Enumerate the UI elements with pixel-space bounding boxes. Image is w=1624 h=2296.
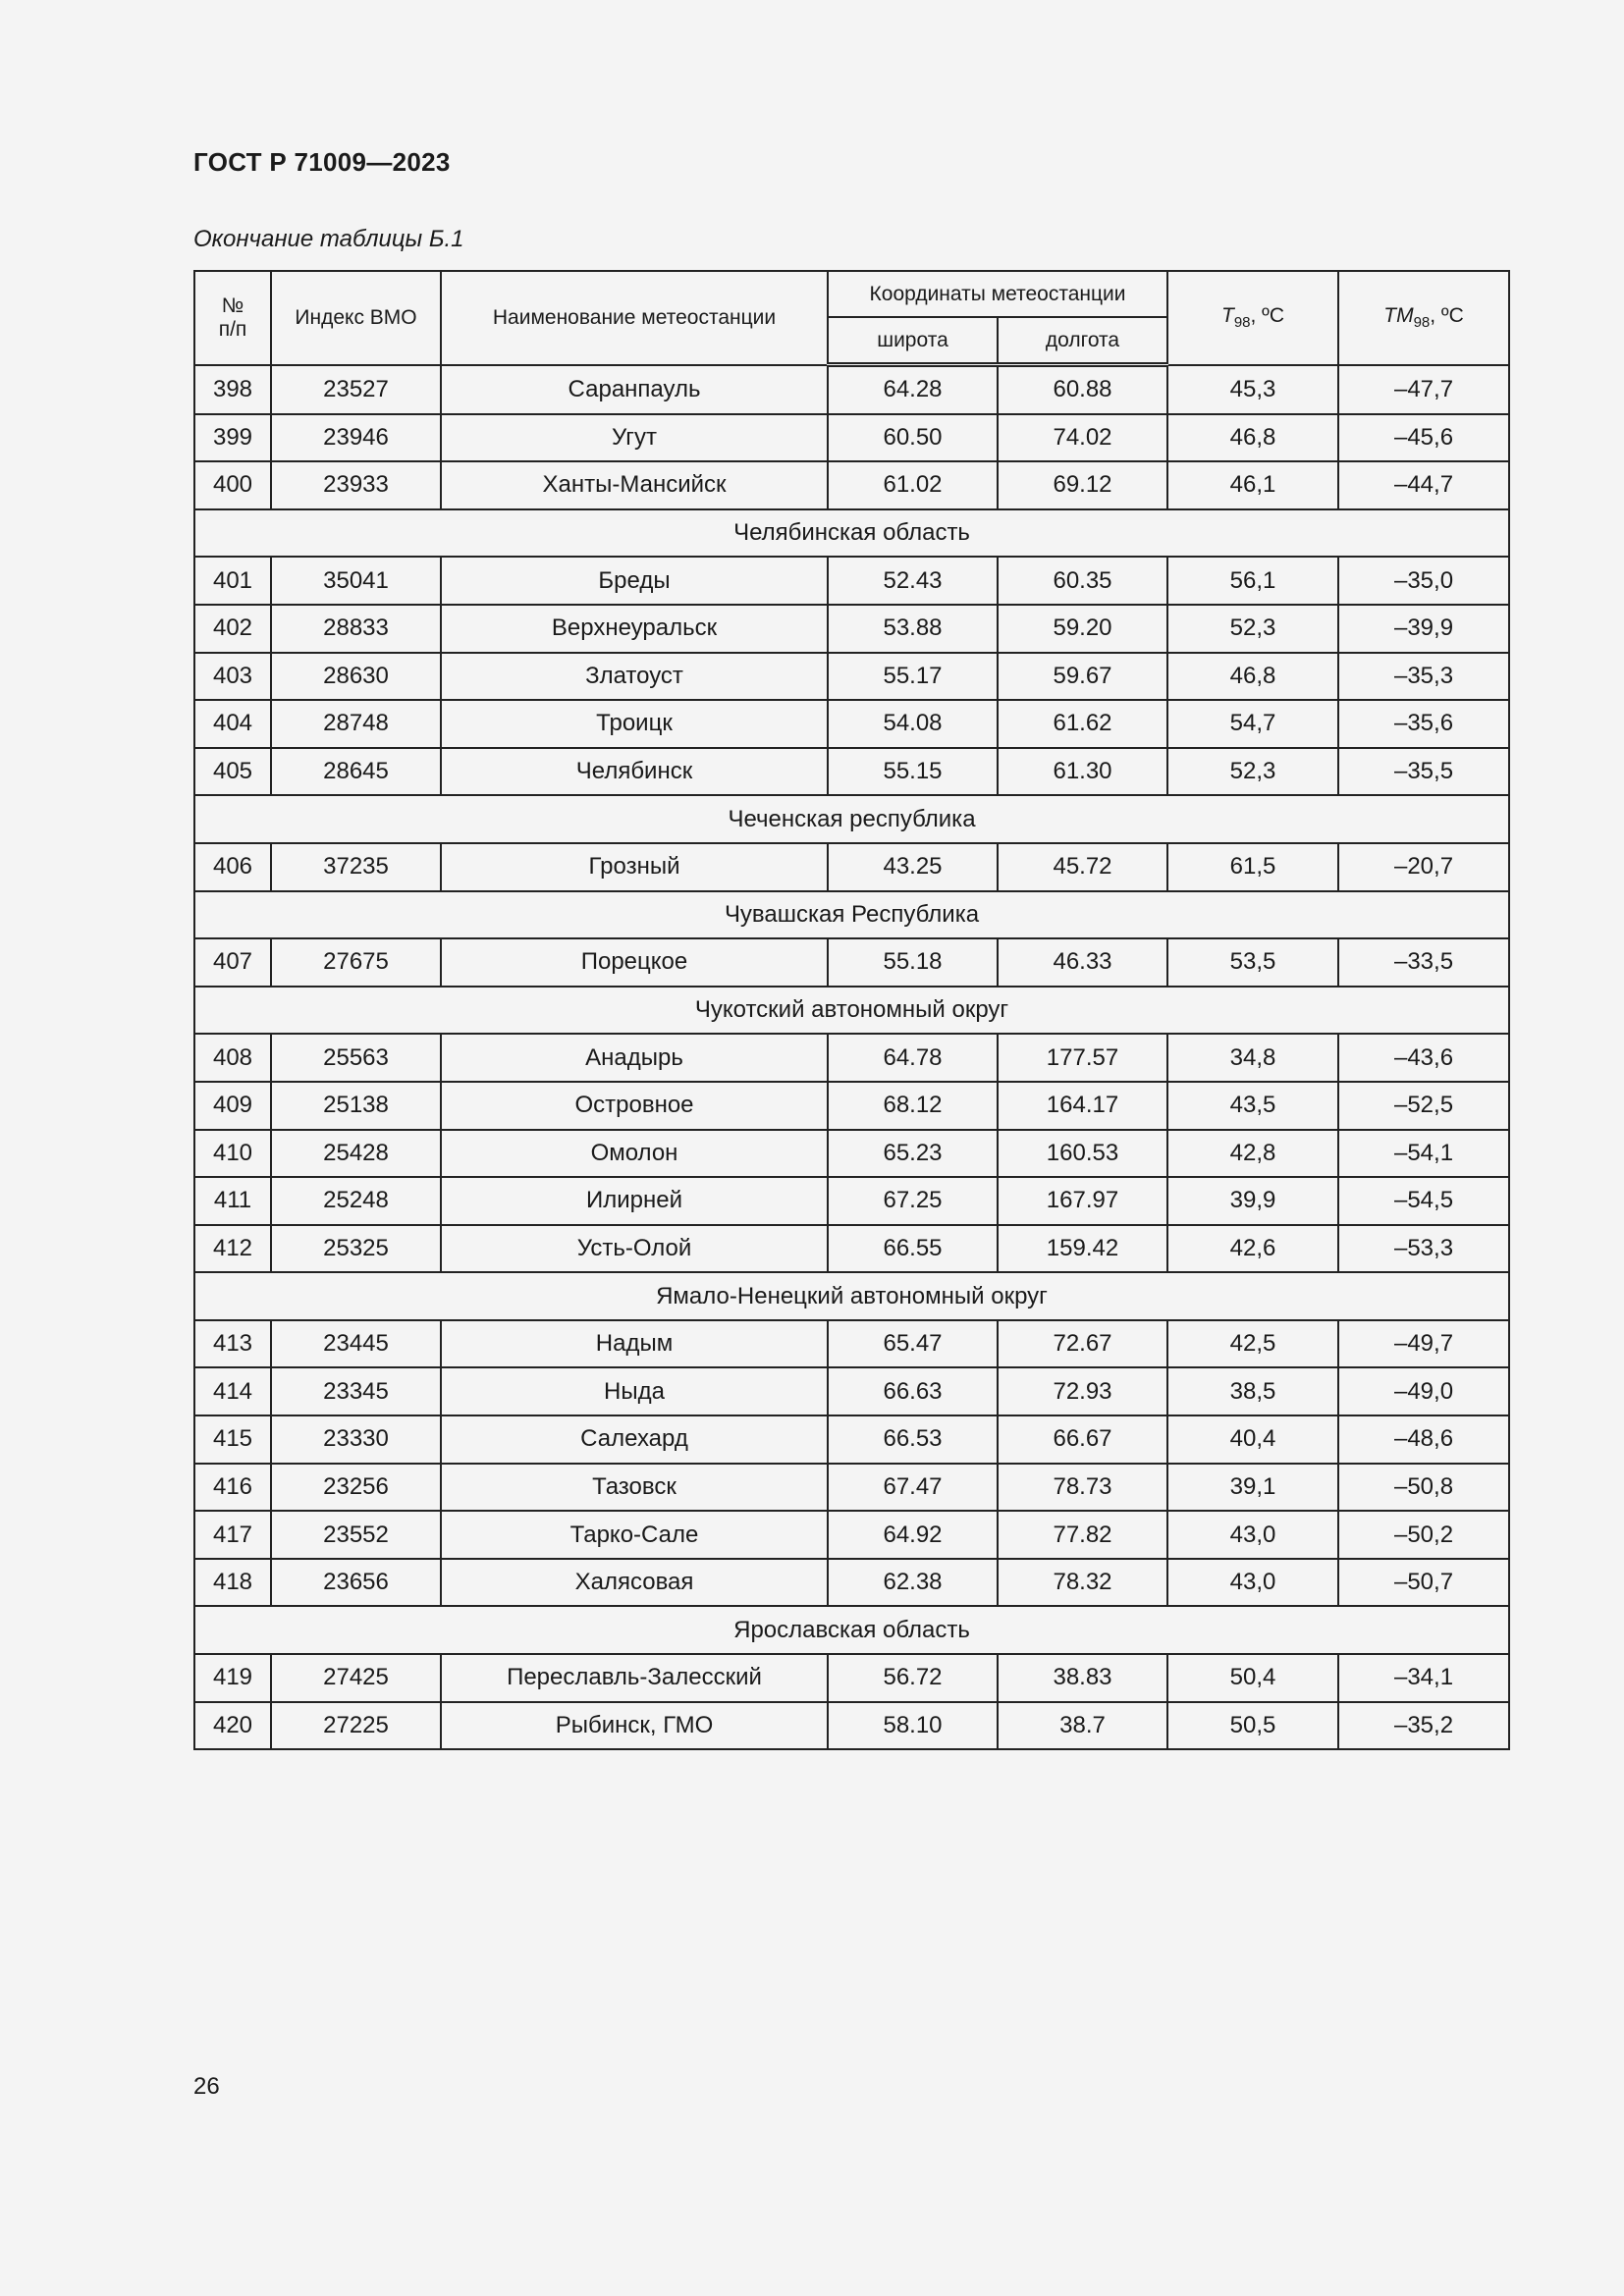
table-row [194, 1320, 1509, 1368]
cell-longitude: 61.30 [998, 748, 1167, 796]
cell-num: 398 [194, 365, 271, 414]
cell-tm98: –35,3 [1338, 653, 1509, 701]
cell-tm98: –45,6 [1338, 414, 1509, 462]
header-t98-unit: , ºС [1250, 304, 1285, 328]
table-row [194, 1225, 1509, 1273]
cell-station-name: Челябинск [441, 748, 828, 796]
table-row [194, 1511, 1509, 1559]
cell-wmo-index: 23345 [271, 1367, 441, 1415]
table-row [194, 1654, 1509, 1702]
cell-tm98: –34,1 [1338, 1654, 1509, 1702]
cell-tm98: –47,7 [1338, 365, 1509, 414]
cell-latitude: 62.38 [828, 1559, 998, 1607]
cell-longitude: 177.57 [998, 1034, 1167, 1082]
cell-t98: 43,5 [1167, 1082, 1338, 1130]
table-row [194, 461, 1509, 509]
cell-longitude: 60.35 [998, 557, 1167, 605]
cell-wmo-index: 25248 [271, 1177, 441, 1225]
cell-tm98: –50,7 [1338, 1559, 1509, 1607]
cell-num: 404 [194, 700, 271, 748]
cell-tm98: –35,0 [1338, 557, 1509, 605]
cell-latitude: 64.92 [828, 1511, 998, 1559]
cell-t98: 42,8 [1167, 1130, 1338, 1178]
cell-num: 420 [194, 1702, 271, 1750]
table-row [194, 1367, 1509, 1415]
cell-tm98: –54,5 [1338, 1177, 1509, 1225]
cell-latitude: 66.53 [828, 1415, 998, 1464]
cell-longitude: 164.17 [998, 1082, 1167, 1130]
header-num [194, 271, 271, 365]
cell-station-name: Ныда [441, 1367, 828, 1415]
cell-t98: 42,5 [1167, 1320, 1338, 1368]
cell-wmo-index: 25138 [271, 1082, 441, 1130]
cell-wmo-index: 27425 [271, 1654, 441, 1702]
cell-latitude: 43.25 [828, 843, 998, 891]
cell-num: 403 [194, 653, 271, 701]
table-row [194, 843, 1509, 891]
table-row [194, 653, 1509, 701]
cell-latitude: 61.02 [828, 461, 998, 509]
cell-wmo-index: 23256 [271, 1464, 441, 1512]
cell-longitude: 45.72 [998, 843, 1167, 891]
cell-station-name: Анадырь [441, 1034, 828, 1082]
cell-longitude: 78.32 [998, 1559, 1167, 1607]
cell-wmo-index: 25563 [271, 1034, 441, 1082]
cell-tm98: –50,8 [1338, 1464, 1509, 1512]
cell-wmo-index: 27225 [271, 1702, 441, 1750]
cell-t98: 56,1 [1167, 557, 1338, 605]
region-row [194, 795, 1509, 843]
table-body [194, 365, 1509, 1750]
cell-longitude: 78.73 [998, 1464, 1167, 1512]
cell-t98: 46,8 [1167, 414, 1338, 462]
cell-longitude: 69.12 [998, 461, 1167, 509]
cell-longitude: 38.83 [998, 1654, 1167, 1702]
cell-station-name: Усть-Олой [441, 1225, 828, 1273]
cell-num: 400 [194, 461, 271, 509]
cell-num: 413 [194, 1320, 271, 1368]
table-row [194, 1559, 1509, 1607]
table-row [194, 1034, 1509, 1082]
header-row-top [194, 271, 1509, 317]
header-t98 [1167, 271, 1338, 365]
cell-longitude: 38.7 [998, 1702, 1167, 1750]
stations-table [193, 270, 1510, 1750]
cell-latitude: 67.25 [828, 1177, 998, 1225]
table-row [194, 1415, 1509, 1464]
cell-t98: 46,1 [1167, 461, 1338, 509]
cell-num: 410 [194, 1130, 271, 1178]
cell-station-name: Златоуст [441, 653, 828, 701]
cell-tm98: –35,6 [1338, 700, 1509, 748]
cell-longitude: 167.97 [998, 1177, 1167, 1225]
table-row [194, 1702, 1509, 1750]
cell-wmo-index: 35041 [271, 557, 441, 605]
cell-longitude: 159.42 [998, 1225, 1167, 1273]
cell-wmo-index: 28833 [271, 605, 441, 653]
cell-latitude: 64.28 [828, 365, 998, 414]
cell-wmo-index: 28645 [271, 748, 441, 796]
cell-tm98: –44,7 [1338, 461, 1509, 509]
cell-station-name: Порецкое [441, 938, 828, 987]
cell-station-name: Ханты-Мансийск [441, 461, 828, 509]
table-row [194, 605, 1509, 653]
region-name: Ямало-Ненецкий автономный округ [194, 1272, 1509, 1320]
header-num-line1: № [221, 294, 244, 317]
region-name: Чувашская Республика [194, 891, 1509, 939]
cell-station-name: Бреды [441, 557, 828, 605]
cell-num: 409 [194, 1082, 271, 1130]
cell-latitude: 53.88 [828, 605, 998, 653]
cell-num: 407 [194, 938, 271, 987]
cell-latitude: 55.18 [828, 938, 998, 987]
cell-latitude: 58.10 [828, 1702, 998, 1750]
cell-num: 419 [194, 1654, 271, 1702]
cell-longitude: 59.20 [998, 605, 1167, 653]
cell-wmo-index: 23656 [271, 1559, 441, 1607]
cell-station-name: Переславль-Залесский [441, 1654, 828, 1702]
region-row [194, 509, 1509, 558]
document-header: ГОСТ Р 71009—2023 [193, 147, 451, 177]
cell-station-name: Грозный [441, 843, 828, 891]
cell-t98: 43,0 [1167, 1559, 1338, 1607]
cell-t98: 43,0 [1167, 1511, 1338, 1559]
cell-t98: 38,5 [1167, 1367, 1338, 1415]
cell-station-name: Салехард [441, 1415, 828, 1464]
cell-t98: 52,3 [1167, 748, 1338, 796]
cell-num: 417 [194, 1511, 271, 1559]
cell-num: 399 [194, 414, 271, 462]
cell-wmo-index: 23445 [271, 1320, 441, 1368]
cell-station-name: Надым [441, 1320, 828, 1368]
cell-wmo-index: 23552 [271, 1511, 441, 1559]
header-longitude: долгота [998, 317, 1167, 365]
cell-num: 408 [194, 1034, 271, 1082]
header-tm98-unit: , ºС [1430, 304, 1464, 328]
cell-t98: 61,5 [1167, 843, 1338, 891]
cell-longitude: 60.88 [998, 365, 1167, 414]
cell-tm98: –43,6 [1338, 1034, 1509, 1082]
cell-tm98: –54,1 [1338, 1130, 1509, 1178]
table-caption: Окончание таблицы Б.1 [193, 226, 464, 252]
cell-tm98: –35,5 [1338, 748, 1509, 796]
header-tm98-symbol: TM [1383, 304, 1414, 328]
header-t98-sub: 98 [1233, 314, 1251, 332]
table-row [194, 1130, 1509, 1178]
table-row [194, 700, 1509, 748]
cell-station-name: Угут [441, 414, 828, 462]
cell-t98: 40,4 [1167, 1415, 1338, 1464]
cell-latitude: 52.43 [828, 557, 998, 605]
table-row [194, 365, 1509, 414]
cell-t98: 53,5 [1167, 938, 1338, 987]
header-tm98 [1338, 271, 1509, 365]
cell-latitude: 55.15 [828, 748, 998, 796]
cell-latitude: 64.78 [828, 1034, 998, 1082]
cell-latitude: 54.08 [828, 700, 998, 748]
table-row [194, 414, 1509, 462]
cell-tm98: –39,9 [1338, 605, 1509, 653]
cell-latitude: 66.55 [828, 1225, 998, 1273]
cell-longitude: 61.62 [998, 700, 1167, 748]
cell-t98: 50,5 [1167, 1702, 1338, 1750]
cell-wmo-index: 23946 [271, 414, 441, 462]
cell-wmo-index: 37235 [271, 843, 441, 891]
cell-latitude: 55.17 [828, 653, 998, 701]
cell-station-name: Троицк [441, 700, 828, 748]
cell-t98: 45,3 [1167, 365, 1338, 414]
region-name: Чукотский автономный округ [194, 987, 1509, 1035]
cell-station-name: Тазовск [441, 1464, 828, 1512]
cell-tm98: –20,7 [1338, 843, 1509, 891]
cell-num: 416 [194, 1464, 271, 1512]
header-wmo-index: Индекс ВМО [271, 271, 441, 365]
cell-t98: 52,3 [1167, 605, 1338, 653]
cell-t98: 50,4 [1167, 1654, 1338, 1702]
cell-wmo-index: 23933 [271, 461, 441, 509]
table-header [194, 271, 1509, 365]
cell-wmo-index: 27675 [271, 938, 441, 987]
cell-latitude: 68.12 [828, 1082, 998, 1130]
region-row [194, 891, 1509, 939]
cell-t98: 34,8 [1167, 1034, 1338, 1082]
cell-num: 402 [194, 605, 271, 653]
cell-num: 414 [194, 1367, 271, 1415]
cell-longitude: 72.93 [998, 1367, 1167, 1415]
cell-wmo-index: 25428 [271, 1130, 441, 1178]
cell-wmo-index: 23330 [271, 1415, 441, 1464]
cell-latitude: 60.50 [828, 414, 998, 462]
cell-wmo-index: 23527 [271, 365, 441, 414]
page-number: 26 [193, 2073, 220, 2100]
cell-num: 401 [194, 557, 271, 605]
table-row [194, 1082, 1509, 1130]
region-row [194, 987, 1509, 1035]
cell-num: 415 [194, 1415, 271, 1464]
cell-tm98: –52,5 [1338, 1082, 1509, 1130]
cell-station-name: Островное [441, 1082, 828, 1130]
cell-t98: 39,9 [1167, 1177, 1338, 1225]
cell-latitude: 67.47 [828, 1464, 998, 1512]
cell-num: 411 [194, 1177, 271, 1225]
cell-station-name: Илирней [441, 1177, 828, 1225]
cell-latitude: 65.47 [828, 1320, 998, 1368]
region-name: Челябинская область [194, 509, 1509, 558]
cell-longitude: 72.67 [998, 1320, 1167, 1368]
header-station-name: Наименование метеостанции [441, 271, 828, 365]
cell-longitude: 160.53 [998, 1130, 1167, 1178]
cell-longitude: 74.02 [998, 414, 1167, 462]
cell-longitude: 77.82 [998, 1511, 1167, 1559]
header-latitude: широта [828, 317, 998, 365]
cell-station-name: Верхнеуральск [441, 605, 828, 653]
cell-tm98: –49,0 [1338, 1367, 1509, 1415]
region-row [194, 1606, 1509, 1654]
cell-wmo-index: 28748 [271, 700, 441, 748]
cell-latitude: 66.63 [828, 1367, 998, 1415]
cell-station-name: Тарко-Сале [441, 1511, 828, 1559]
header-t98-symbol: T [1221, 304, 1234, 328]
region-row [194, 1272, 1509, 1320]
cell-t98: 46,8 [1167, 653, 1338, 701]
cell-t98: 39,1 [1167, 1464, 1338, 1512]
table-row [194, 938, 1509, 987]
header-num-line2: п/п [218, 317, 247, 341]
cell-station-name: Рыбинск, ГМО [441, 1702, 828, 1750]
cell-station-name: Саранпауль [441, 365, 828, 414]
cell-wmo-index: 28630 [271, 653, 441, 701]
cell-tm98: –50,2 [1338, 1511, 1509, 1559]
cell-tm98: –49,7 [1338, 1320, 1509, 1368]
region-name: Чеченская республика [194, 795, 1509, 843]
table-row [194, 1464, 1509, 1512]
table-row [194, 1177, 1509, 1225]
cell-wmo-index: 25325 [271, 1225, 441, 1273]
table-row [194, 748, 1509, 796]
cell-longitude: 66.67 [998, 1415, 1167, 1464]
cell-num: 406 [194, 843, 271, 891]
cell-station-name: Омолон [441, 1130, 828, 1178]
cell-num: 412 [194, 1225, 271, 1273]
cell-station-name: Халясовая [441, 1559, 828, 1607]
cell-longitude: 46.33 [998, 938, 1167, 987]
region-name: Ярославская область [194, 1606, 1509, 1654]
cell-t98: 42,6 [1167, 1225, 1338, 1273]
cell-t98: 54,7 [1167, 700, 1338, 748]
cell-tm98: –48,6 [1338, 1415, 1509, 1464]
header-tm98-sub: 98 [1413, 314, 1431, 332]
header-coordinates: Координаты метеостанции [828, 271, 1167, 317]
cell-tm98: –53,3 [1338, 1225, 1509, 1273]
cell-longitude: 59.67 [998, 653, 1167, 701]
cell-latitude: 65.23 [828, 1130, 998, 1178]
cell-num: 405 [194, 748, 271, 796]
cell-latitude: 56.72 [828, 1654, 998, 1702]
cell-num: 418 [194, 1559, 271, 1607]
table-row [194, 557, 1509, 605]
cell-tm98: –35,2 [1338, 1702, 1509, 1750]
cell-tm98: –33,5 [1338, 938, 1509, 987]
